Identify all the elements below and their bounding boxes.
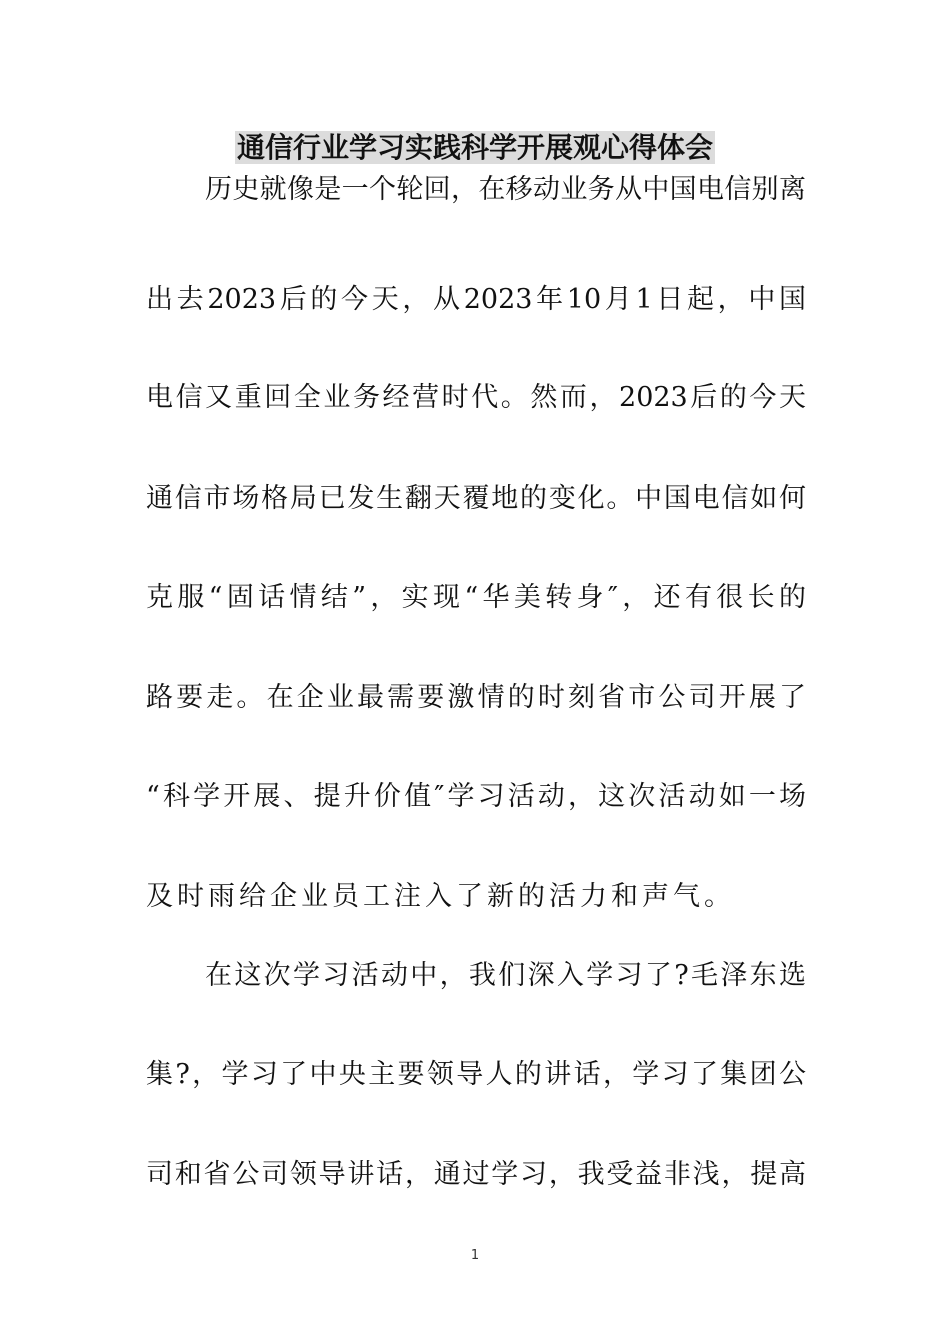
paragraph-2-line-2: 集?，学习了中央主要领导人的讲话，学习了集团公 [146, 1059, 806, 1090]
paragraph-1-line-2: 出去2023后的今天，从2023年10月1日起，中国 [146, 284, 806, 315]
paragraph-1-line-5: 克服“固话情结”，实现“华美转身″，还有很长的 [146, 582, 806, 613]
paragraph-1-line-1: 历史就像是一个轮回，在移动业务从中国电信别离 [205, 174, 806, 205]
document-title [0, 126, 950, 170]
paragraph-1-line-7: “科学开展、提升价值″学习活动，这次活动如一场 [146, 781, 806, 812]
paragraph-1-line-4: 通信市场格局已发生翻天覆地的变化。中国电信如何 [146, 483, 806, 514]
page-number: 1 [470, 1248, 480, 1263]
document-title-text: 通信行业学习实践科学开展观心得体会 [236, 131, 713, 164]
paragraph-1-line-6: 路要走。在企业最需要激情的时刻省市公司开展了 [146, 682, 806, 713]
paragraph-2-line-1: 在这次学习活动中，我们深入学习了?毛泽东选 [205, 960, 806, 991]
paragraph-1-line-8: 及时雨给企业员工注入了新的活力和声气。 [146, 881, 735, 912]
paragraph-1-line-3: 电信又重回全业务经营时代。然而，2023后的今天 [146, 382, 806, 413]
paragraph-2-line-3: 司和省公司领导讲话，通过学习，我受益非浅，提高 [146, 1159, 806, 1190]
